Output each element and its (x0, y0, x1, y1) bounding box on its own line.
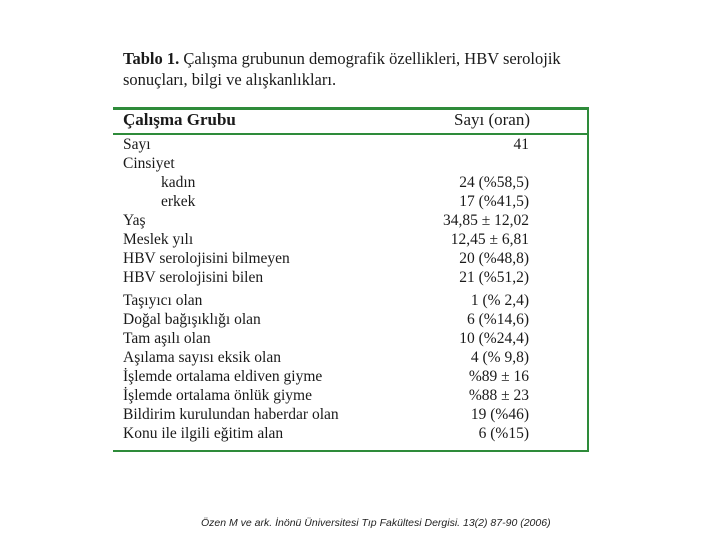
table-row (113, 424, 587, 443)
table-row (113, 173, 587, 192)
caption-label: Tablo 1. (123, 49, 180, 68)
header-count-ratio: Sayı (oran) (453, 110, 530, 129)
row-label: İşlemde ortalama önlük giyme (123, 387, 312, 404)
table-row (113, 367, 587, 386)
table-row (113, 135, 587, 154)
table-row (113, 329, 587, 348)
row-label: Aşılama sayısı eksik olan (123, 349, 281, 366)
table-caption (123, 48, 593, 90)
table-row (113, 291, 587, 310)
row-label: Meslek yılı (123, 231, 194, 248)
row-label: Konu ile ilgili eğitim alan (123, 425, 284, 442)
row-value: 6 (%15) (478, 425, 529, 442)
row-label: Yaş (123, 212, 146, 229)
table-row (113, 249, 587, 268)
row-label: erkek (161, 193, 196, 210)
row-label: İşlemde ortalama eldiven giyme (123, 368, 323, 385)
row-label: HBV serolojisini bilen (123, 269, 264, 286)
row-value: 1 (% 2,4) (470, 292, 529, 309)
row-value: 10 (%24,4) (459, 330, 529, 347)
caption-text: Çalışma grubunun demografik özellikleri, HBV serolojik sonuçları, bilgi ve alışkanlıkları. (123, 49, 561, 89)
table-row (113, 405, 587, 424)
row-value: 19 (%46) (470, 406, 529, 423)
table-row (113, 230, 587, 249)
row-value: 6 (%14,6) (467, 311, 529, 328)
source-citation: Özen M ve ark. İnönü Üniversitesi Tıp Fakültesi Dergisi. 13(2) 87-90 (2006) (201, 517, 551, 529)
row-value: 21 (%51,2) (459, 269, 529, 286)
table-row (113, 310, 587, 329)
row-value: 34,85 ± 12,02 (442, 212, 529, 229)
row-label: Tam aşılı olan (123, 330, 211, 347)
demographics-table (113, 107, 589, 452)
row-value: 12,45 ± 6,81 (450, 231, 529, 248)
row-value: %88 ± 23 (468, 387, 529, 404)
row-value: %89 ± 16 (468, 368, 529, 385)
row-value: 24 (%58,5) (459, 174, 529, 191)
table-row (113, 154, 587, 173)
table-row (113, 268, 587, 287)
table-row (113, 386, 587, 405)
row-label: Doğal bağışıklığı olan (123, 311, 261, 328)
row-value: 20 (%48,8) (459, 250, 529, 267)
row-value: 4 (% 9,8) (470, 349, 529, 366)
row-label: Bildirim kurulundan haberdar olan (123, 406, 339, 423)
row-value: 17 (%41,5) (459, 193, 529, 210)
row-value: 41 (513, 136, 529, 153)
row-label: Sayı (123, 136, 151, 153)
row-label: kadın (161, 174, 196, 191)
row-label: Taşıyıcı olan (123, 292, 203, 309)
table-row (113, 211, 587, 230)
row-label: Cinsiyet (123, 155, 175, 172)
row-label: HBV serolojisini bilmeyen (123, 250, 290, 267)
table-row (113, 192, 587, 211)
table-row (113, 348, 587, 367)
header-study-group: Çalışma Grubu (123, 110, 236, 129)
